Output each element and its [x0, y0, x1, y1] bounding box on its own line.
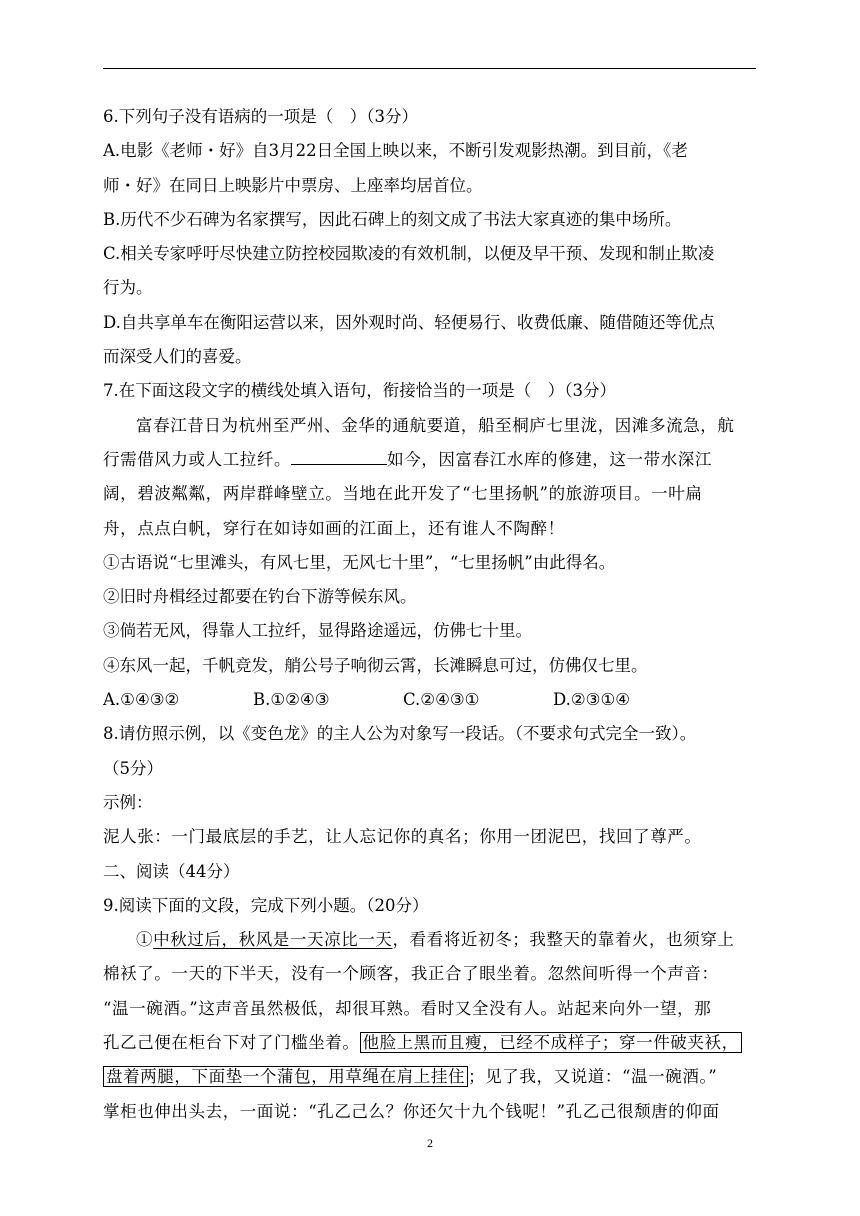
boxed-description-part1: 他脸上黑而且瘦，已经不成样子；穿一件破夹袄，: [360, 1032, 742, 1053]
q7-option-a: A.①④③②: [103, 690, 180, 710]
fill-in-blank: [291, 446, 387, 465]
q9-passage-line6: 掌柜也伸出头去，一面说：“孔乙己么？你还欠十九个钱呢！”孔乙己很颓唐的仰面: [103, 1101, 720, 1121]
q8-example-label: 示例：: [103, 792, 153, 812]
boxed-description-part2: 盘着两腿，下面垫一个蒲包，用草绳在肩上挂住: [103, 1066, 468, 1087]
q8-example-text: 泥人张：一门最底层的手艺，让人忘记你的真名；你用一团泥巴，找回了尊严。: [103, 827, 702, 847]
q7-option-c: C.②④③①: [403, 690, 480, 710]
q6-option-a-line2: 师・好》在同日上映影片中票房、上座率均居首位。: [103, 175, 483, 195]
q7-options: [103, 683, 756, 717]
paragraph-number: ①: [136, 930, 154, 950]
q7-stem: 7.在下面这段文字的横线处填入语句，衔接恰当的一项是（ ）（3分）: [103, 381, 616, 401]
q7-passage-line4: 舟，点点白帆，穿行在如诗如画的江面上，还有谁人不陶醉！: [103, 518, 565, 538]
q7-option-d: D.②③①④: [553, 690, 631, 710]
header-rule: [103, 68, 756, 69]
q7-sentence-3: ③倘若无风，得靠人工拉纤，显得路途遥远，仿佛七十里。: [103, 621, 532, 641]
q9-passage-line3: “温一碗酒。”这声音虽然极低，却很耳熟。看时又全没有人。站起来向外一望，那: [103, 998, 712, 1018]
q6-option-c-line2: 行为。: [103, 278, 153, 298]
q7-passage-line2-start: 行需借风力或人工拉纤。: [103, 449, 292, 469]
q7-sentence-1: ①古语说“七里滩头，有风七里，无风七十里”，“七里扬帆”由此得名。: [103, 552, 616, 572]
q7-passage-line2-end: 如今，因富春江水库的修建，这一带水深江: [387, 449, 713, 469]
q9-passage-line4-start: 孔乙己便在柜台下对了门槛坐着。: [103, 1033, 360, 1053]
q7-option-b: B.①②④③: [253, 690, 330, 710]
q9-passage-line1: [103, 923, 756, 957]
q6-option-c-line1: C.相关专家呼吁尽快建立防控校园欺凌的有效机制，以便及早干预、发现和制止欺凌: [103, 244, 715, 264]
q9-passage-line2: 棉袄了。一天的下半天，没有一个顾客，我正合了眼坐着。忽然间听得一个声音：: [103, 964, 719, 984]
q6-option-d-line2: 而深受人们的喜爱。: [103, 347, 252, 367]
page-number: 2: [427, 1136, 433, 1150]
q8-stem-line2: （5分）: [103, 758, 163, 778]
section-heading-reading: 二、阅读（44分）: [103, 861, 240, 881]
page-content: [103, 100, 756, 1129]
q6-option-d-line1: D.自共享单车在衡阳运营以来，因外观时尚、轻便易行、收费低廉、随借随还等优点: [103, 312, 715, 332]
q6-option-b: B.历代不少石碑为名家撰写，因此石碑上的刻文成了书法大家真迹的集中场所。: [103, 209, 682, 229]
q6-stem: 6.下列句子没有语病的一项是（ ）（3分）: [103, 107, 418, 126]
q9-passage-line5: [103, 1060, 756, 1094]
q9-stem: 9.阅读下面的文段，完成下列小题。（20分）: [103, 895, 429, 915]
q7-sentence-2: ②旧时舟楫经过都要在钓台下游等候东风。: [103, 587, 417, 607]
q8-stem-line1: 8.请仿照示例，以《变色龙》的主人公为对象写一段话。（不要求句式完全一致）。: [103, 724, 697, 744]
q7-passage-line2: [103, 443, 756, 477]
underlined-sentence: 中秋过后，秋风是一天凉比一天: [153, 930, 393, 950]
q6-option-a-line1: A.电影《老师・好》自3月22日全国上映以来，不断引发观影热潮。到目前，《老: [103, 141, 688, 161]
q7-passage-line1: 富春江昔日为杭州至严州、金华的通航要道，船至桐庐七里泷，因滩多流急，航: [136, 415, 735, 435]
q9-passage-line4: [103, 1026, 756, 1060]
q9-passage-line5-rest: ；见了我，又说道：“温一碗酒。”: [468, 1067, 718, 1087]
q7-sentence-4: ④东风一起，千帆竞发，艄公号子响彻云霄，长滩瞬息可过，仿佛仅七里。: [103, 655, 648, 675]
q7-passage-line3: 阔，碧波粼粼，两岸群峰壁立。当地在此开发了“七里扬帆”的旅游项目。一叶扁: [103, 484, 703, 504]
q9-passage-line1-rest: ，看看将近初冬；我整天的靠着火，也须穿上: [392, 930, 735, 950]
